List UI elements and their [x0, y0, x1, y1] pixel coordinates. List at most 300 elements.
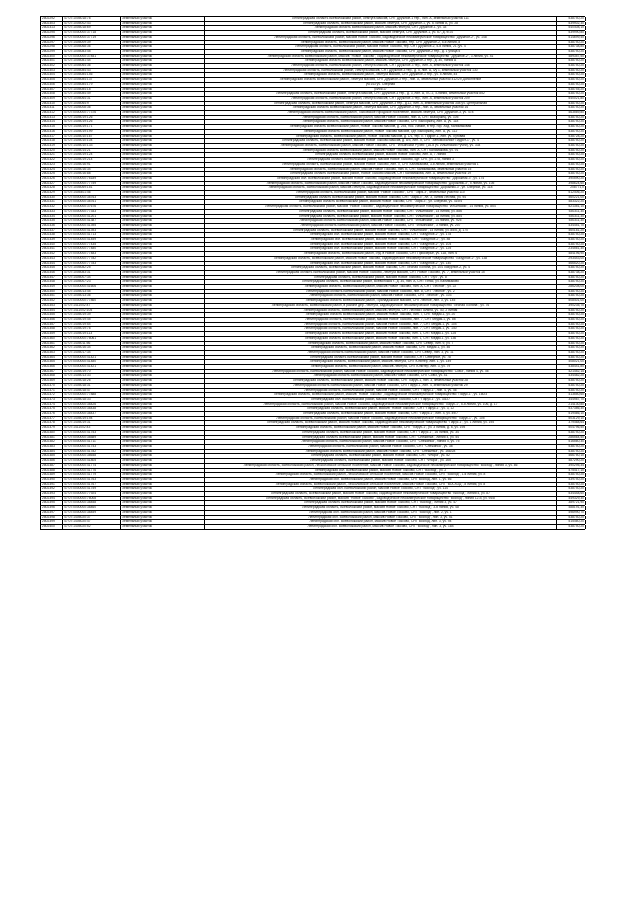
value-cell: 487290,20: [557, 459, 586, 463]
row-id-cell: 2802349: [41, 285, 63, 289]
value-cell: 489357,50: [557, 55, 586, 59]
address-cell: Ленинградская область, Всеволожский район, массив Новое Токсово, СНТ Медик-1, уч. 46: [205, 346, 557, 350]
object-type-cell: Земельный участок: [121, 219, 205, 223]
object-type-cell: Земельный участок: [121, 55, 205, 59]
value-cell: 538740,20: [557, 346, 586, 350]
address-cell: Ленинградская область Всеволожский район, массив Лемтуга, СНТ Дружное-1, уч. 33: [205, 26, 557, 30]
address-cell: Ленинградская область, Всеволожский район, Новое Токсово массив, д. 1/1, тер. Л. Гидрот-1, лин. уч. Луговая: [205, 135, 557, 139]
value-cell: 538740,20: [557, 144, 586, 148]
value-cell: 496990,70: [557, 511, 586, 515]
object-type-cell: Земельный участок: [121, 511, 205, 515]
row-id-cell: 2802320: [41, 149, 63, 153]
value-cell: 293443,00: [557, 257, 586, 261]
address-cell: Ленинградская область Всеволожский район, Лемтуга массив, СНТ Дружное-1 тер., лин. А, земельный участок 111: [205, 17, 557, 21]
address-cell: Ленинградская область Всеволожский район, массив Новое Токсово, СНТ "Снежинка", линия 4, уч. 54: [205, 436, 557, 440]
row-id-cell: 2802381: [41, 436, 63, 440]
value-cell: 538740,20: [557, 525, 586, 529]
object-type-cell: Земельный участок: [121, 459, 205, 463]
address-cell: Ленинградская обл. Всеволожский район, массив Новое Токсово, СНТ "Лазурное-2", уч. 104: [205, 243, 557, 247]
value-cell: 538740,20: [557, 318, 586, 322]
address-cell: Ленинградская область Всеволожский район, массив Новое Токсово, лин. А, 7 Линия: [205, 153, 557, 157]
object-type-cell: Земельный участок: [121, 41, 205, 45]
object-type-cell: Земельный участок: [121, 332, 205, 336]
row-id-cell: 2802388: [41, 469, 63, 473]
object-type-cell: Земельный участок: [121, 257, 205, 261]
address-cell: Ленинградская область Всеволожский район, массив Новое Токсово, Лемтуга массив, СНТ Новое Токсово, уч. 7, земельный участок 15: [205, 271, 557, 275]
cadastral-number-cell: 47:07:1005081:44: [63, 59, 121, 63]
cadastral-number-cell: 47:07:1405019:54: [63, 323, 121, 327]
object-type-cell: Земельный участок: [121, 417, 205, 421]
address-cell: Ленинградская область, Всеволожский район, массив Новое Токсово, СНТ "Ильинский", 14 линия, уч. 886: [205, 210, 557, 214]
cadastral-number-cell: 47:07:0000000:77483: [63, 252, 121, 256]
object-type-cell: Земельный участок: [121, 196, 205, 200]
cadastral-number-cell: 47:07:0000000:41395: [63, 224, 121, 228]
value-cell: 538740,20: [557, 172, 586, 176]
row-id-cell: 2802359: [41, 332, 63, 336]
address-cell: Ленинградская область, Всеволожский район, массив "Новое Токсово", СНТ "Заря-3", земельный участок 110: [205, 191, 557, 195]
object-type-cell: Земельный участок: [121, 22, 205, 26]
object-type-cell: Земельный участок: [121, 158, 205, 162]
address-cell: Ленинградская обл. Всеволожский район, массив Новое Токсово, СНТ "Лазурное-2", уч. 85: [205, 238, 557, 242]
value-cell: 539902,30: [557, 22, 586, 26]
row-id-cell: 2802351: [41, 294, 63, 298]
row-id-cell: 2802369: [41, 379, 63, 383]
address-cell: Ленинградская область, Всеволожский район, массив Новое Токсово, СНТ "Восход", 3-я линия, уч. 48: [205, 506, 557, 510]
object-type-cell: Земельный участок: [121, 125, 205, 129]
value-cell: 514699,40: [557, 36, 586, 40]
object-type-cell: Земельный участок: [121, 473, 205, 477]
value-cell: 538740,20: [557, 445, 586, 449]
records-table: [40, 16, 585, 530]
object-type-cell: Земельный участок: [121, 304, 205, 308]
object-type-cell: Земельный участок: [121, 431, 205, 435]
cadastral-number-cell: 47:07:1405020:52: [63, 525, 121, 529]
object-type-cell: Земельный участок: [121, 205, 205, 209]
address-cell: Ленинградская область, Всеволожский район, массив Новое Токсово, лин. Л, СНТ Калимакова, 3-я линия, земельный участок 1: [205, 163, 557, 167]
cadastral-number-cell: 47:07:1005064:9: [63, 102, 121, 106]
value-cell: 390590,20: [557, 177, 586, 181]
row-id-cell: 2802333: [41, 210, 63, 214]
object-type-cell: Земельный участок: [121, 497, 205, 501]
row-id-cell: 2802323: [41, 163, 63, 167]
row-id-cell: 2802379: [41, 426, 63, 430]
row-id-cell: 2802342: [41, 252, 63, 256]
address-cell: Ленинградская область Всеволожский район, Лемтуга массив, СНТ Дружное-3 тер., лин. А, земельный участок 412/29 Дополнение: [205, 78, 557, 82]
cadastral-number-cell: 47:07:0000000:41776: [63, 469, 121, 473]
cadastral-number-cell: 47:07:1405019:113: [63, 332, 121, 336]
object-type-cell: Земельный участок: [121, 233, 205, 237]
cadastral-number-cell: 47:07:1405019:194: [63, 417, 121, 421]
row-id-cell: 2802355: [41, 313, 63, 317]
object-type-cell: Земельный участок: [121, 271, 205, 275]
cadastral-number-cell: 47:07:1005064:36: [63, 64, 121, 68]
value-cell: 508401,00: [557, 299, 586, 303]
object-type-cell: Земельный участок: [121, 436, 205, 440]
value-cell: 390295,34: [557, 464, 586, 468]
address-cell: Ленинградская область, Всеволожский район, Лемтуга массив, СНТ Дружное-3 тер., лин. А, земельный участок 148: [205, 64, 557, 68]
cadastral-number-cell: 47:07:1405007:23: [63, 280, 121, 284]
object-type-cell: Земельный участок: [121, 163, 205, 167]
object-type-cell: Земельный участок: [121, 351, 205, 355]
cadastral-number-cell: 47:07:1405019:45: [63, 318, 121, 322]
row-id-cell: 2802363: [41, 351, 63, 355]
object-type-cell: Земельный участок: [121, 266, 205, 270]
object-type-cell: Земельный участок: [121, 450, 205, 454]
cadastral-number-cell: 47:07:1405013:45: [63, 290, 121, 294]
value-cell: 516560,30: [557, 440, 586, 444]
cadastral-number-cell: 47:07:1405018:47: [63, 389, 121, 393]
row-id-cell: 2802313: [41, 26, 63, 30]
cadastral-number-cell: 47:07:1405401:46: [63, 191, 121, 195]
object-type-cell: Земельный участок: [121, 323, 205, 327]
object-type-cell: Земельный участок: [121, 280, 205, 284]
address-cell: Ленинградская область, Всеволожский район, массив Новое Токсово, садоводческое некоммерческое товарищество "Парус-1", 5-я линия, уч. 106, д. 17: [205, 403, 557, 407]
row-id-cell: 2802346: [41, 271, 63, 275]
address-cell: Ленинградская область, Всеволожский район, массив Новое Токсово, СНТ "Парус-1", лин. 4, уч. 46: [205, 389, 557, 393]
address-cell: Ленинградская область, Всеволожский район, Лесколовское сельское поселение, массив Новое Токсово, садоводческое некоммерческое товарищество "Восход", линия 3, уч. 86: [205, 464, 557, 468]
row-id-cell: 2802367: [41, 370, 63, 374]
address-cell: Ленинградская область, Всеволожский район, массив Новое Токсово, тер. СНТ Дружное-2, 5-я линия, 8: [205, 41, 557, 45]
row-id-cell: 2802295: [41, 31, 63, 35]
cadastral-number-cell: 47:07:1405007:34: [63, 276, 121, 280]
address-cell: Ленинградская обл. Всеволожский район, массив Новое Токсово, СНТ "Восход", лин. 3, уч. 51: [205, 516, 557, 520]
object-type-cell: Земельный участок: [121, 252, 205, 256]
row-id-cell: 2802394: [41, 497, 63, 501]
value-cell: 538740,20: [557, 78, 586, 82]
row-id-cell: 2802298: [41, 45, 63, 49]
cadastral-number-cell: 47:07:1405019:78: [63, 327, 121, 331]
cadastral-number-cell: 47:07:1405019:214: [63, 158, 121, 162]
row-id-cell: 2802397: [41, 511, 63, 515]
object-type-cell: Земельный участок: [121, 454, 205, 458]
address-cell: Ленинградская область, Всеволожский район, массив Новое Токсово, тер. СНТ Дружное-2, 5-я линия, 21 (уч. 4: [205, 45, 557, 49]
cadastral-number-cell: 47:07:1411002:43: [63, 426, 121, 430]
value-cell: 538740,20: [557, 238, 586, 242]
cadastral-number-cell: 47:07:1405016:88: [63, 172, 121, 176]
value-cell: 538740,20: [557, 379, 586, 383]
address-cell: Ленинградская область, Всеволожский район, массив Новое Токсово, садоводческое некоммерческое товарищество "Лазурное-2", уч. 138: [205, 257, 557, 261]
object-type-cell: Земельный участок: [121, 520, 205, 524]
address-cell: Ленинградская область, Всеволожский район, Лемтуга массив, СНТ Дружное-3 тер., лин. А, земельный участок 209: [205, 97, 557, 101]
cadastral-number-cell: 47:07:1405019:31: [63, 421, 121, 425]
value-cell: 538740,20: [557, 92, 586, 96]
object-type-cell: Земельный участок: [121, 139, 205, 143]
row-id-cell: 2802315: [41, 125, 63, 129]
cadastral-number-cell: 47:07:1405019:171: [63, 125, 121, 129]
row-id-cell: 2802386: [41, 459, 63, 463]
object-type-cell: Земельный участок: [121, 318, 205, 322]
cadastral-number-cell: 47:07:1405019:126: [63, 116, 121, 120]
object-type-cell: Земельный участок: [121, 262, 205, 266]
object-type-cell: Земельный участок: [121, 186, 205, 190]
row-id-cell: 2802370: [41, 384, 63, 388]
object-type-cell: Земельный участок: [121, 31, 205, 35]
row-id-cell: 2802312: [41, 111, 63, 115]
value-cell: 538740,20: [557, 168, 586, 172]
object-type-cell: Земельный участок: [121, 356, 205, 360]
row-id-cell: 2802378: [41, 421, 63, 425]
cadastral-number-cell: 47:07:0000000:77376: [63, 111, 121, 115]
address-cell: Ленинградская обл. Всеволожский район, массив Новое Токсово, СНТ Восход, лин. 3, уч. 94: [205, 520, 557, 524]
cadastral-number-cell: 47:07:1405011:56: [63, 342, 121, 346]
value-cell: 537386,30: [557, 407, 586, 411]
value-cell: 538740,20: [557, 59, 586, 63]
cadastral-number-cell: 47:07:1005082:25: [63, 266, 121, 270]
value-cell: 538740,20: [557, 125, 586, 129]
object-type-cell: Земельный участок: [121, 135, 205, 139]
value-cell: 530311,30: [557, 215, 586, 219]
cadastral-number-cell: 47:07:0000000:78008: [63, 497, 121, 501]
object-type-cell: Земельный участок: [121, 337, 205, 341]
row-id-cell: 2802396: [41, 506, 63, 510]
object-type-cell: Земельный участок: [121, 487, 205, 491]
cadastral-number-cell: 47:07:0000000:41759: [63, 487, 121, 491]
cadastral-number-cell: 47:07:1005018:78: [63, 17, 121, 21]
cadastral-number-cell: 47:07:0000000:41393: [63, 229, 121, 233]
value-cell: 538740,20: [557, 351, 586, 355]
cadastral-number-cell: 47:07:0000000:77783: [63, 262, 121, 266]
value-cell: 521351,10: [557, 205, 586, 209]
object-type-cell: Земельный участок: [121, 360, 205, 364]
row-id-cell: 2802372: [41, 393, 63, 397]
cadastral-number-cell: 47:07:0000000:41779: [63, 473, 121, 477]
cadastral-number-cell: 47:07:0000000:41767: [63, 483, 121, 487]
address-cell: Ленинградская область, Всеволожский район, массив Новое Токсово, садоводческое некоммерческое товарищество "Союз", линия 4, уч. 46: [205, 370, 557, 374]
cadastral-number-cell: 47:07:0000000:38459: [63, 511, 121, 515]
value-cell: 379468,64: [557, 421, 586, 425]
object-type-cell: Земельный участок: [121, 64, 205, 68]
object-type-cell: Земельный участок: [121, 116, 205, 120]
object-type-cell: Земельный участок: [121, 172, 205, 176]
row-id-cell: 2802362: [41, 346, 63, 350]
address-cell: Ленинградская область, Всеволожский район, Всеволожск г., д. 34, лин. A, СНТ Гитас, уч. Калимаково: [205, 280, 557, 284]
row-id-cell: 2802303: [41, 22, 63, 26]
value-cell: 286564,50: [557, 436, 586, 440]
address-cell: Ленинградская область Всеволожский район, массив Новое Токсово, СНТ "Восход", линия 3, уч. 47: [205, 501, 557, 505]
object-type-cell: Земельный участок: [121, 346, 205, 350]
row-id-cell: 2802329: [41, 191, 63, 195]
cadastral-number-cell: 47:07:1005084:43: [63, 69, 121, 73]
cadastral-number-cell: 47:07:0000000:78061: [63, 337, 121, 341]
row-id-cell: 2802360: [41, 337, 63, 341]
address-cell: Ленинградская область, Всеволожский район, Лемтуга массив, СНТ Дружное-3 тер., д. 5, лин. А, з/у 1, земельный участок 130: [205, 69, 557, 73]
address-cell: Ленинградская обл. Всеволожский район, массив Новое Токсово, садоводческое некоммерческое товарищество "Дорожник-3", уч. 174: [205, 177, 557, 181]
row-id-cell: 2802331: [41, 200, 63, 204]
value-cell: 538740,20: [557, 342, 586, 346]
value-cell: 538740,20: [557, 327, 586, 331]
value-cell: 421452,15: [557, 370, 586, 374]
address-cell: Ленинградская область, Всеволожский район, массив Новое Токсово, лин. В, СНТ Калимакова, земельный участок 15: [205, 168, 557, 172]
cadastral-number-cell: 47:07:1405018:33: [63, 398, 121, 402]
address-cell: Ленинградская область, Всеволожский район, массив Новое Токсово, СНТ "Лесное", уч. 103: [205, 294, 557, 298]
object-type-cell: Земельный участок: [121, 88, 205, 92]
object-type-cell: Земельный участок: [121, 78, 205, 82]
value-cell: 538740,20: [557, 483, 586, 487]
row-id-cell: 2802344: [41, 262, 63, 266]
object-type-cell: Земельный участок: [121, 290, 205, 294]
value-cell: 538740,20: [557, 309, 586, 313]
object-type-cell: Земельный участок: [121, 389, 205, 393]
row-id-cell: 2802322: [41, 158, 63, 162]
cadastral-number-cell: 47:07:1405010:104: [63, 139, 121, 143]
value-cell: 538740,20: [557, 384, 586, 388]
cadastral-number-cell: 47:07:1405010:167: [63, 135, 121, 139]
value-cell: 504796,50: [557, 426, 586, 430]
cadastral-number-cell: 47:07:0000000:41387: [63, 219, 121, 223]
value-cell: 234561,30: [557, 247, 586, 251]
object-type-cell: Земельный участок: [121, 36, 205, 40]
object-type-cell: Земельный участок: [121, 342, 205, 346]
cadastral-number-cell: 47:07:1411002:47: [63, 304, 121, 308]
row-id-cell: 2802356: [41, 318, 63, 322]
cadastral-number-cell: 47:07:1411002:105: [63, 309, 121, 313]
row-id-cell: 2802307: [41, 88, 63, 92]
object-type-cell: Земельный участок: [121, 478, 205, 482]
object-type-cell: Земельный участок: [121, 144, 205, 148]
object-type-cell: Земельный участок: [121, 285, 205, 289]
value-cell: 538740,20: [557, 64, 586, 68]
cadastral-number-cell: 47:07:1405019:199: [63, 130, 121, 134]
object-type-cell: Земельный участок: [121, 445, 205, 449]
object-type-cell: Земельный участок: [121, 182, 205, 186]
value-cell: 398624,60: [557, 182, 586, 186]
cadastral-number-cell: 47:07:0000000:41421: [63, 365, 121, 369]
value-cell: 538740,20: [557, 106, 586, 110]
cadastral-number-cell: 47:07:0000000:41421: [63, 356, 121, 360]
value-cell: 538740,20: [557, 389, 586, 393]
address-cell: Ленинградская область Всеволожский район, массив "Новое Токсово", садоводческое некоммерческое товарищество "Дружное-2", 3 линия, уч. 41: [205, 55, 557, 59]
row-id-cell: 2802309: [41, 97, 63, 101]
value-cell: 538740,20: [557, 139, 586, 143]
cadastral-number-cell: 47:07:1005018:69: [63, 26, 121, 30]
address-cell: Ленинградская обл. Всеволожский район, массив Новое Токсово, СНТ "Лазурное-2", уч. 125: [205, 247, 557, 251]
cadastral-number-cell: 47:07:0000000:38438: [63, 407, 121, 411]
row-id-cell: 2802391: [41, 483, 63, 487]
cadastral-number-cell: 47:07:1405019:126: [63, 120, 121, 124]
cadastral-number-cell: 47:07:0000000:41459: [63, 238, 121, 242]
cadastral-number-cell: 47:07:0000000:77759: [63, 182, 121, 186]
row-id-cell: 2802343: [41, 257, 63, 261]
address-cell: Ленинградская область Всеволожский район, массив Новое Токсово, СНТ "Заря-3", лл. 3, Линия Лесная, уч. 94: [205, 196, 557, 200]
address-cell: Ленинградская область, Всеволожский район, в районе дер. Лемтуга, садоводческое некоммерческое товарищество "Лесная Поляна", уч. 76: [205, 304, 557, 308]
value-cell: 538740,20: [557, 120, 586, 124]
cadastral-number-cell: 47:07:1405019:124: [63, 153, 121, 157]
object-type-cell: Земельный участок: [121, 153, 205, 157]
address-cell: Ленинградская обл. Всеволожский район, массив Новое Токсово, СНТ "Восход", уч. 2: [205, 469, 557, 473]
row-id-cell: 2802297: [41, 41, 63, 45]
cadastral-number-cell: 47:07:1005084:18: [63, 88, 121, 92]
row-id-cell: 2802303: [41, 69, 63, 73]
row-id-cell: 2802306: [41, 83, 63, 87]
object-type-cell: Земельный участок: [121, 464, 205, 468]
row-id-cell: 2802326: [41, 177, 63, 181]
row-id-cell: 2802398: [41, 516, 63, 520]
value-cell: 538740,20: [557, 290, 586, 294]
row-id-cell: 2802330: [41, 196, 63, 200]
object-type-cell: Земельный участок: [121, 440, 205, 444]
address-cell: Ленинградская область, Всеволожский район, массив Новое Токсово, СНТ Парус-1, лин. 3, земельный участок 28: [205, 379, 557, 383]
address-cell: Ленинградская область Всеволожский район, Токсовское городское поселение, массив Лемтуга, СНТ Дружное-3, уч. 478: [205, 111, 557, 115]
object-type-cell: Земельный участок: [121, 73, 205, 77]
address-cell: Ленинградская область Всеволожский район, массив Новое Токсово, СНТ "Ильинский", 3 линия, уч. 207: [205, 224, 557, 228]
cadastral-number-cell: 47:07:0000000:77888: [63, 393, 121, 397]
cadastral-number-cell: 47:07:0000000:38460: [63, 506, 121, 510]
value-cell: 515460,20: [557, 520, 586, 524]
cadastral-number-cell: 47:07:1005084:137: [63, 78, 121, 82]
row-id-cell: 2802317: [41, 135, 63, 139]
value-cell: 538740,20: [557, 266, 586, 270]
cadastral-number-cell: 47:07:0000000:37719: [63, 36, 121, 40]
value-cell: 538740,20: [557, 276, 586, 280]
cadastral-number-cell: 47:07:1405014:21: [63, 149, 121, 153]
value-cell: 538740,20: [557, 17, 586, 21]
row-id-cell: 2802336: [41, 224, 63, 228]
cadastral-number-cell: 47:07:0000000:41743: [63, 445, 121, 449]
cadastral-number-cell: 47:07:0000000:37676: [63, 205, 121, 209]
cadastral-number-cell: 47:07:0000000:37841: [63, 55, 121, 59]
cadastral-number-cell: 47:07:1405016:91: [63, 163, 121, 167]
cadastral-number-cell: 47:07:0000000:41753: [63, 431, 121, 435]
address-cell: Ленинградская область, Всеволожский район, массив Новое Токсово, СНТ "Парус-1", уч. 3 линия, д. 6, уч. 195: [205, 426, 557, 430]
address-cell: Ленинградская область, Всеволожский район, массив "Новое Токсово", садоводческое некоммерческое товарищество "Восход", линия 12-й, уч. 94/8: [205, 497, 557, 501]
value-cell: 484196,90: [557, 252, 586, 256]
object-type-cell: Земельный участок: [121, 149, 205, 153]
object-type-cell: Земельный участок: [121, 191, 205, 195]
address-cell: Ленинградская область, Всеволожский район, массив Новое Токсово, СНТ "Снежинка", уч. 38: [205, 445, 557, 449]
object-type-cell: Земельный участок: [121, 26, 205, 30]
object-type-cell: Земельный участок: [121, 247, 205, 251]
row-id-cell: 2802374: [41, 403, 63, 407]
value-cell: 538740,20: [557, 487, 586, 491]
address-cell: Ленинградская область Всеволожский район, массив Новое Токсово, лин. А, СНТ Калимакова, уч. 91: [205, 149, 557, 153]
cadastral-number-cell: 47:07:0000000:78189: [63, 177, 121, 181]
address-cell: Ленинградская область Всеволожский район, массив Новое Токсово, лин. 8, СНТ "Лесное", уч. 2: [205, 290, 557, 294]
address-cell: Ленинградская область, Всеволожский район, массив Новое Токсово, СНТ Выборжец, лин. А, уч. 118: [205, 120, 557, 124]
row-id-cell: 2802300: [41, 55, 63, 59]
cadastral-number-cell: 47:07:1405010:133: [63, 144, 121, 148]
address-cell: Ленинградская область, Всеволожский район, массив Новое Токсово, лин. 7, СНТ Медик-1, уч. 86: [205, 318, 557, 322]
object-type-cell: Земельный участок: [121, 177, 205, 181]
value-cell: 538740,20: [557, 332, 586, 336]
address-cell: Ленинградская область, Всеволожский район, массив Лемтуга, СНТ Юпитер, лин. 3, уч. 79: [205, 365, 557, 369]
address-cell: Ленинградская область, Всеволожский район, массив Новое Токсово, СНТ "Флора", уч. 165: [205, 459, 557, 463]
object-type-cell: Земельный участок: [121, 276, 205, 280]
row-id-cell: 2802352: [41, 299, 63, 303]
object-type-cell: Земельный участок: [121, 224, 205, 228]
address-cell: Ленинградская область Всеволожский район, массив Новое Токсово, СНТ "Заря-3", ул. Озерная, уч. 419/4: [205, 200, 557, 204]
cadastral-number-cell: 47:07:0000000:38426: [63, 403, 121, 407]
object-type-cell: Земельный участок: [121, 17, 205, 21]
object-type-cell: Земельный участок: [121, 374, 205, 378]
row-id-cell: 2802311: [41, 106, 63, 110]
row-id-cell: 2802354: [41, 309, 63, 313]
value-cell: 538740,20: [557, 450, 586, 454]
value-cell: 538740,20: [557, 473, 586, 477]
value-cell: 208771,0: [557, 186, 586, 190]
address-cell: Ленинградская область, Всеволожский район, массив Новое Токсово, СНТ "Ильинский", 14 линия, уч. 85/5, д. 170: [205, 229, 557, 233]
object-type-cell: Земельный участок: [121, 299, 205, 303]
address-cell: Ленинградская область, Всеволожский район, массив Новое Токсово, лин. А, СНТ Выборжец, уч. 105: [205, 116, 557, 120]
address-cell: Ленинградская область, Всеволожский район, массив Новое Токсово, лин. A, СНТ "Лесное", уч. 22: [205, 285, 557, 289]
row-id-cell: 2802319: [41, 144, 63, 148]
address-cell: Ленинградская область Всеволожский район, массив Новое Токсово, СНТ Северное, уч. 78: [205, 356, 557, 360]
cadastral-number-cell: 47:07:1005013:36: [63, 294, 121, 298]
value-cell: 413550,60: [557, 393, 586, 397]
object-type-cell: Земельный участок: [121, 168, 205, 172]
value-cell: 488191,30: [557, 506, 586, 510]
row-id-cell: 2802358: [41, 327, 63, 331]
value-cell: 434482,20: [557, 374, 586, 378]
